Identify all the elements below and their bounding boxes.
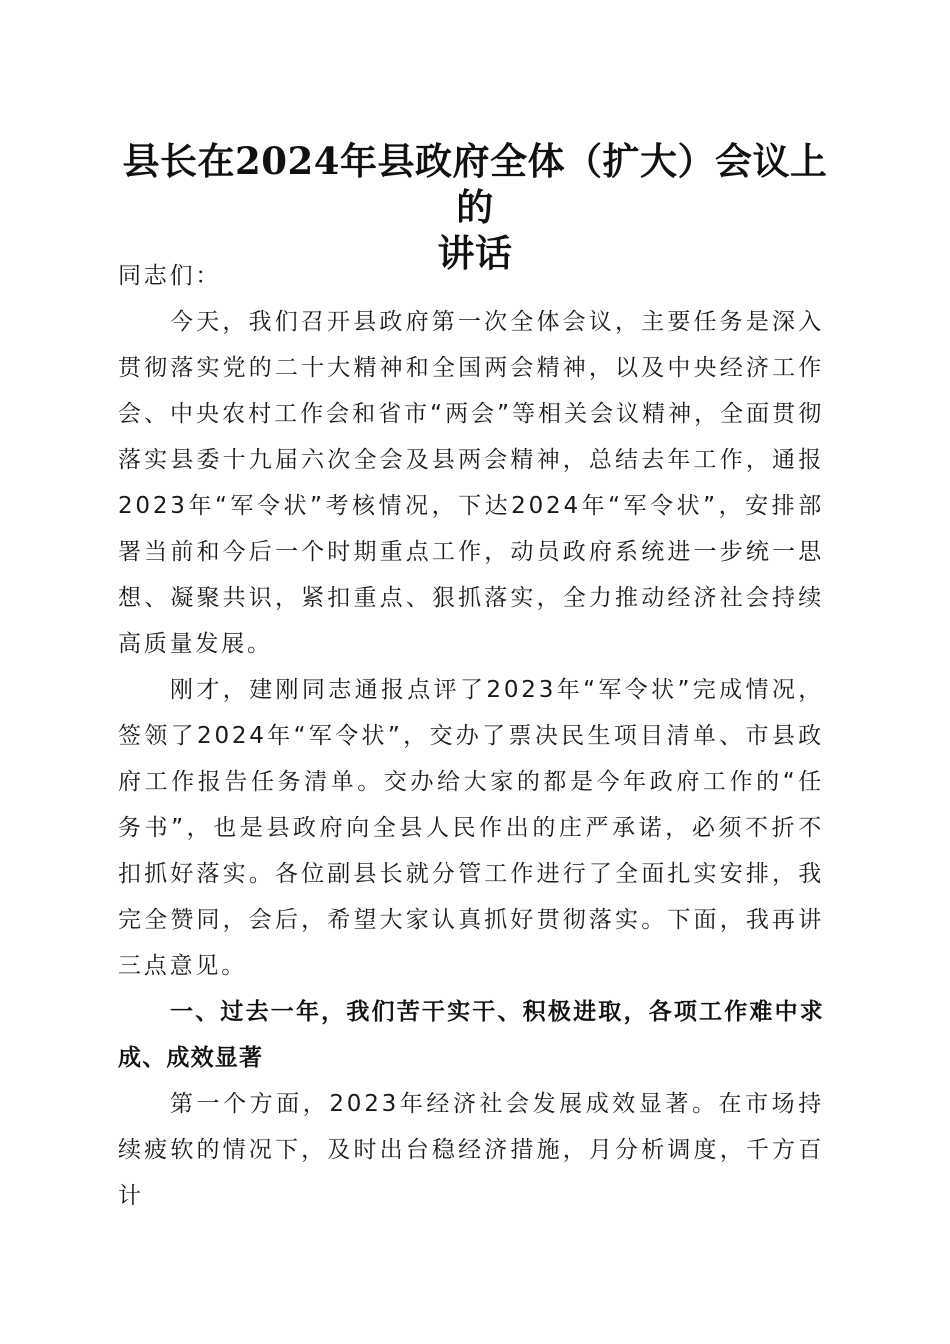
paragraph-2: 刚才，建刚同志通报点评了2023年“军令状”完成情况，签领了2024年“军令状”，交办了票决民生项目清单、市县政府工作报告任务清单。交办给大家的都是今年政府工作的“任务书”，也是县政府向全县人民作出的庄严承诺，必须不折不扣抓好落实。各位副县长就分管工作进行了全面扎实安排，我完全赞同，会后，希望大家认真抓好贯彻落实。下面，我再讲三点意见。	[118, 677, 824, 979]
title-line-1: 县长在2024年县政府全体（扩大）会议上的	[122, 139, 828, 229]
section-heading: 一、过去一年，我们苦干实干、积极进取，各项工作难中求成、成效显著	[118, 999, 824, 1071]
title-line-2: 讲话	[437, 231, 513, 275]
salutation: 同志们：	[118, 263, 222, 289]
paragraph-1: 今天，我们召开县政府第一次全体会议，主要任务是深入贯彻落实党的二十大精神和全国两会精神，以及中央经济工作会、中央农村工作会和省市“两会”等相关会议精神，全面贯彻落实县委十九届六次全会及县两会精神，总结去年工作，通报2023年“军令状”考核情况，下达2024年“军令状”，安排部署当前和今后一个时期重点工作，动员政府系统进一步统一思想、凝聚共识，紧扣重点、狠抓落实，全力推动经济社会持续高质量发展。	[118, 309, 824, 657]
section-paragraph: 第一个方面，2023年经济社会发展成效显著。在市场持续疲软的情况下，及时出台稳经济措施，月分析调度，千方百计	[118, 1091, 824, 1209]
document-body	[118, 253, 824, 1219]
